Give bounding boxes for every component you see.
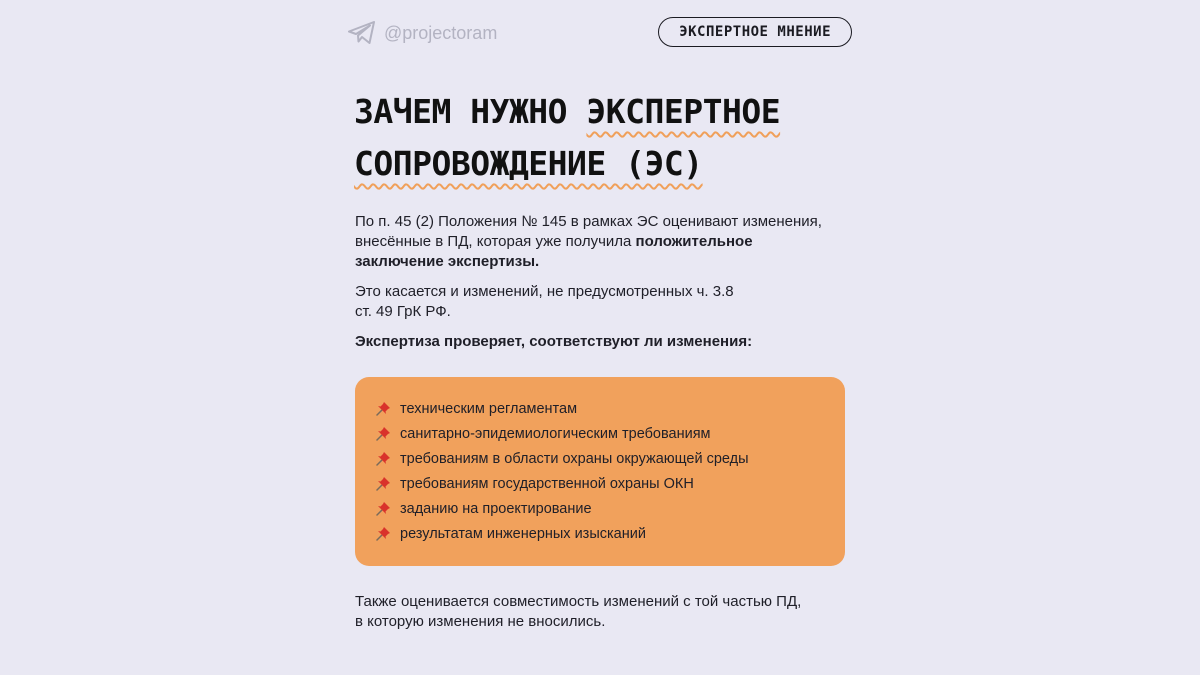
p1-line1: По п. 45 (2) Положения № 145 в рамках ЭС оценивают изменения, — [355, 213, 822, 230]
pushpin-icon — [375, 501, 391, 517]
telegram-icon — [348, 21, 376, 45]
checklist-card — [355, 377, 845, 566]
pushpin-icon — [375, 526, 391, 542]
paragraph-compatibility — [355, 592, 855, 632]
list-item-label: результатам инженерных изысканий — [400, 525, 646, 542]
title-part-1: ЗАЧЕМ НУЖНО — [354, 92, 587, 131]
list-item-label: требованиям в области охраны окружающей среды — [400, 450, 749, 467]
list-item-label: санитарно-эпидемиологическим требованиям — [400, 425, 711, 442]
pushpin-icon — [375, 476, 391, 492]
title-line-1 — [354, 86, 874, 138]
p1-line2-plain: внесённые в ПД, которая уже получила — [355, 233, 636, 250]
telegram-handle[interactable] — [348, 21, 497, 45]
category-badge: ЭКСПЕРТНОЕ МНЕНИЕ — [658, 17, 852, 47]
pushpin-icon — [375, 401, 391, 417]
paragraph-scope — [355, 282, 855, 322]
paragraph-checklist-lead: Экспертиза проверяет, соответствуют ли изменения: — [355, 333, 753, 350]
pushpin-icon — [375, 426, 391, 442]
p2-line1: Это касается и изменений, не предусмотренных ч. 3.8 — [355, 283, 734, 300]
list-item — [375, 471, 825, 496]
list-item — [375, 421, 825, 446]
p4-line1: Также оценивается совместимость изменений с той частью ПД, — [355, 593, 802, 610]
title-line-2 — [354, 138, 874, 190]
pushpin-icon — [375, 451, 391, 467]
list-item — [375, 396, 825, 421]
title-part-2-underlined: ЭКСПЕРТНОЕ — [586, 92, 781, 131]
p4-line2: в которую изменения не вносились. — [355, 613, 606, 630]
checklist — [375, 396, 825, 546]
list-item — [375, 521, 825, 546]
handle-text: @projectoram — [384, 22, 498, 43]
p1-line2-bold: положительное — [635, 233, 753, 250]
list-item-label: техническим регламентам — [400, 400, 578, 417]
title-line-2-underlined: СОПРОВОЖДЕНИЕ (ЭС) — [354, 144, 703, 183]
p2-line2: ст. 49 ГрК РФ. — [355, 303, 451, 320]
paragraph-intro — [355, 212, 855, 272]
list-item-label: требованиям государственной охраны ОКН — [400, 475, 694, 492]
p1-line3-bold: заключение экспертизы. — [355, 253, 540, 270]
list-item — [375, 496, 825, 521]
list-item — [375, 446, 825, 471]
list-item-label: заданию на проектирование — [400, 500, 592, 517]
page-title — [354, 86, 874, 190]
header — [348, 17, 852, 49]
